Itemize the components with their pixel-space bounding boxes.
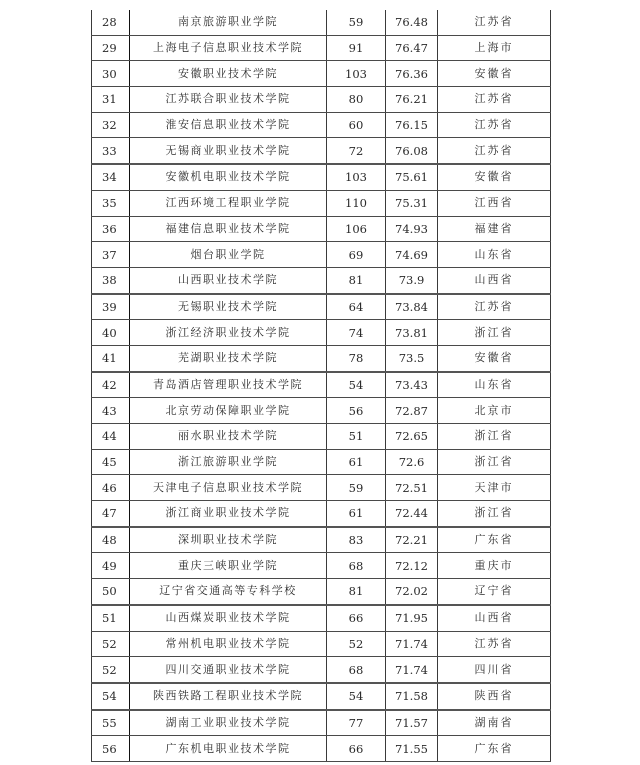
count-cell: 72 [327, 138, 386, 164]
count-cell: 80 [327, 87, 386, 113]
table-row [92, 501, 551, 527]
province-cell: 广东省 [438, 527, 551, 553]
rank-cell: 30 [92, 61, 130, 87]
school-name-cell: 无锡职业技术学院 [130, 294, 327, 320]
score-cell: 72.65 [386, 424, 438, 450]
rank-cell: 46 [92, 475, 130, 501]
province-cell: 福建省 [438, 216, 551, 242]
score-cell: 72.51 [386, 475, 438, 501]
rank-cell: 35 [92, 190, 130, 216]
table-row [92, 10, 551, 35]
count-cell: 106 [327, 216, 386, 242]
count-cell: 77 [327, 710, 386, 736]
school-name-cell: 丽水职业技术学院 [130, 424, 327, 450]
table-row [92, 164, 551, 190]
count-cell: 74 [327, 320, 386, 346]
province-cell: 上海市 [438, 35, 551, 61]
province-cell: 北京市 [438, 398, 551, 424]
province-cell: 陕西省 [438, 683, 551, 710]
province-cell: 辽宁省 [438, 579, 551, 605]
score-cell: 72.87 [386, 398, 438, 424]
province-cell: 江苏省 [438, 87, 551, 113]
rank-cell: 44 [92, 424, 130, 450]
table-row [92, 657, 551, 683]
table-row [92, 267, 551, 293]
ranking-table [91, 10, 551, 762]
score-cell: 73.9 [386, 267, 438, 293]
province-cell: 浙江省 [438, 424, 551, 450]
school-name-cell: 安徽机电职业技术学院 [130, 164, 327, 190]
province-cell: 江苏省 [438, 631, 551, 657]
score-cell: 73.43 [386, 372, 438, 398]
rank-cell: 52 [92, 657, 130, 683]
table-row [92, 579, 551, 605]
school-name-cell: 南京旅游职业学院 [130, 10, 327, 35]
score-cell: 73.84 [386, 294, 438, 320]
count-cell: 81 [327, 267, 386, 293]
school-name-cell: 湖南工业职业技术学院 [130, 710, 327, 736]
province-cell: 江苏省 [438, 138, 551, 164]
school-name-cell: 辽宁省交通高等专科学校 [130, 579, 327, 605]
table-row [92, 216, 551, 242]
school-name-cell: 常州机电职业技术学院 [130, 631, 327, 657]
rank-cell: 45 [92, 449, 130, 475]
table-row [92, 242, 551, 268]
school-name-cell: 青岛酒店管理职业技术学院 [130, 372, 327, 398]
score-cell: 71.74 [386, 657, 438, 683]
province-cell: 四川省 [438, 657, 551, 683]
score-cell: 71.58 [386, 683, 438, 710]
school-name-cell: 浙江商业职业技术学院 [130, 501, 327, 527]
rank-cell: 49 [92, 553, 130, 579]
province-cell: 湖南省 [438, 710, 551, 736]
school-name-cell: 安徽职业技术学院 [130, 61, 327, 87]
count-cell: 91 [327, 35, 386, 61]
rank-cell: 51 [92, 605, 130, 631]
rank-cell: 34 [92, 164, 130, 190]
rank-cell: 47 [92, 501, 130, 527]
rank-cell: 43 [92, 398, 130, 424]
province-cell: 江苏省 [438, 294, 551, 320]
score-cell: 74.69 [386, 242, 438, 268]
count-cell: 83 [327, 527, 386, 553]
score-cell: 75.61 [386, 164, 438, 190]
count-cell: 69 [327, 242, 386, 268]
rank-cell: 42 [92, 372, 130, 398]
province-cell: 重庆市 [438, 553, 551, 579]
score-cell: 71.74 [386, 631, 438, 657]
rank-cell: 33 [92, 138, 130, 164]
school-name-cell: 深圳职业技术学院 [130, 527, 327, 553]
province-cell: 天津市 [438, 475, 551, 501]
score-cell: 76.08 [386, 138, 438, 164]
school-name-cell: 北京劳动保障职业学院 [130, 398, 327, 424]
count-cell: 61 [327, 449, 386, 475]
province-cell: 江苏省 [438, 10, 551, 35]
rank-cell: 48 [92, 527, 130, 553]
count-cell: 54 [327, 683, 386, 710]
count-cell: 56 [327, 398, 386, 424]
rank-cell: 40 [92, 320, 130, 346]
count-cell: 78 [327, 345, 386, 371]
score-cell: 73.5 [386, 345, 438, 371]
rank-cell: 37 [92, 242, 130, 268]
score-cell: 76.15 [386, 112, 438, 138]
province-cell: 浙江省 [438, 320, 551, 346]
count-cell: 103 [327, 164, 386, 190]
school-name-cell: 淮安信息职业技术学院 [130, 112, 327, 138]
score-cell: 72.6 [386, 449, 438, 475]
school-name-cell: 天津电子信息职业技术学院 [130, 475, 327, 501]
score-cell: 73.81 [386, 320, 438, 346]
school-name-cell: 山西煤炭职业技术学院 [130, 605, 327, 631]
table-row [92, 527, 551, 553]
count-cell: 60 [327, 112, 386, 138]
table-row [92, 320, 551, 346]
count-cell: 68 [327, 657, 386, 683]
province-cell: 安徽省 [438, 345, 551, 371]
score-cell: 76.48 [386, 10, 438, 35]
score-cell: 71.55 [386, 736, 438, 762]
rank-cell: 31 [92, 87, 130, 113]
table-row [92, 372, 551, 398]
rank-cell: 56 [92, 736, 130, 762]
count-cell: 52 [327, 631, 386, 657]
rank-cell: 28 [92, 10, 130, 35]
school-name-cell: 广东机电职业技术学院 [130, 736, 327, 762]
count-cell: 110 [327, 190, 386, 216]
score-cell: 71.57 [386, 710, 438, 736]
school-name-cell: 福建信息职业技术学院 [130, 216, 327, 242]
school-name-cell: 无锡商业职业技术学院 [130, 138, 327, 164]
score-cell: 74.93 [386, 216, 438, 242]
province-cell: 浙江省 [438, 449, 551, 475]
count-cell: 68 [327, 553, 386, 579]
rank-cell: 55 [92, 710, 130, 736]
count-cell: 51 [327, 424, 386, 450]
count-cell: 66 [327, 605, 386, 631]
school-name-cell: 江西环境工程职业学院 [130, 190, 327, 216]
rank-cell: 39 [92, 294, 130, 320]
count-cell: 81 [327, 579, 386, 605]
table-row [92, 710, 551, 736]
school-name-cell: 芜湖职业技术学院 [130, 345, 327, 371]
table-row [92, 138, 551, 164]
province-cell: 山东省 [438, 372, 551, 398]
rank-cell: 41 [92, 345, 130, 371]
table-row [92, 345, 551, 371]
province-cell: 浙江省 [438, 501, 551, 527]
count-cell: 54 [327, 372, 386, 398]
table-row [92, 631, 551, 657]
count-cell: 59 [327, 475, 386, 501]
table-row [92, 398, 551, 424]
table-row [92, 294, 551, 320]
province-cell: 广东省 [438, 736, 551, 762]
rank-cell: 32 [92, 112, 130, 138]
count-cell: 59 [327, 10, 386, 35]
school-name-cell: 四川交通职业技术学院 [130, 657, 327, 683]
school-name-cell: 上海电子信息职业技术学院 [130, 35, 327, 61]
school-name-cell: 重庆三峡职业学院 [130, 553, 327, 579]
count-cell: 64 [327, 294, 386, 320]
school-name-cell: 烟台职业学院 [130, 242, 327, 268]
school-name-cell: 陕西铁路工程职业技术学院 [130, 683, 327, 710]
rank-cell: 38 [92, 267, 130, 293]
score-cell: 75.31 [386, 190, 438, 216]
school-name-cell: 浙江旅游职业学院 [130, 449, 327, 475]
rank-cell: 36 [92, 216, 130, 242]
province-cell: 山东省 [438, 242, 551, 268]
score-cell: 72.21 [386, 527, 438, 553]
table-row [92, 61, 551, 87]
score-cell: 76.47 [386, 35, 438, 61]
rank-cell: 54 [92, 683, 130, 710]
score-cell: 76.36 [386, 61, 438, 87]
rank-cell: 52 [92, 631, 130, 657]
province-cell: 安徽省 [438, 61, 551, 87]
table-body [92, 10, 551, 761]
table-row [92, 736, 551, 762]
table-row [92, 553, 551, 579]
province-cell: 安徽省 [438, 164, 551, 190]
count-cell: 103 [327, 61, 386, 87]
school-name-cell: 浙江经济职业技术学院 [130, 320, 327, 346]
score-cell: 72.44 [386, 501, 438, 527]
count-cell: 66 [327, 736, 386, 762]
table-row [92, 475, 551, 501]
province-cell: 山西省 [438, 605, 551, 631]
school-name-cell: 山西职业技术学院 [130, 267, 327, 293]
count-cell: 61 [327, 501, 386, 527]
score-cell: 76.21 [386, 87, 438, 113]
table-row [92, 112, 551, 138]
school-name-cell: 江苏联合职业技术学院 [130, 87, 327, 113]
score-cell: 72.02 [386, 579, 438, 605]
rank-cell: 50 [92, 579, 130, 605]
province-cell: 江苏省 [438, 112, 551, 138]
table-row [92, 35, 551, 61]
table-row [92, 190, 551, 216]
rank-cell: 29 [92, 35, 130, 61]
table-row [92, 683, 551, 710]
table-row [92, 87, 551, 113]
score-cell: 71.95 [386, 605, 438, 631]
score-cell: 72.12 [386, 553, 438, 579]
province-cell: 山西省 [438, 267, 551, 293]
province-cell: 江西省 [438, 190, 551, 216]
table-row [92, 605, 551, 631]
table-row [92, 449, 551, 475]
table-row [92, 424, 551, 450]
